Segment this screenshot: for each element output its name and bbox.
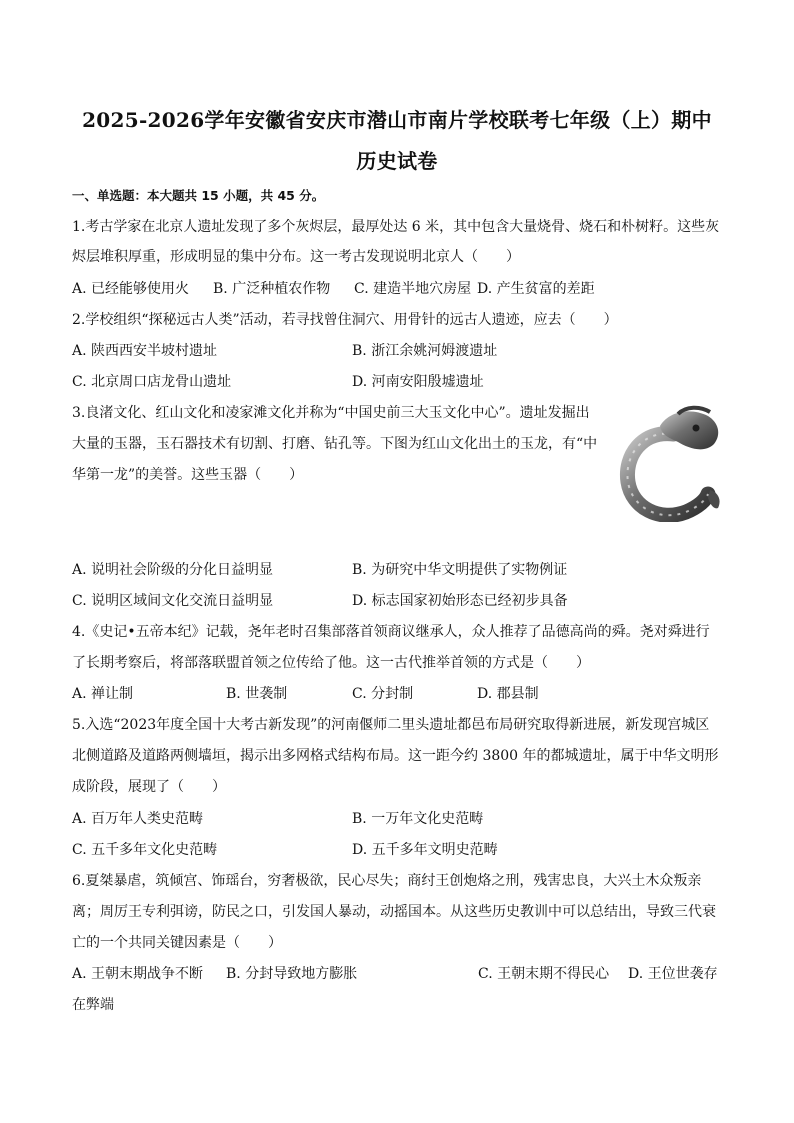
question-3-option-b[interactable]: B. 为研究中华文明提供了实物例证 <box>352 562 568 578</box>
question-6-option-b[interactable]: B. 分封导致地方膨胀 <box>226 966 358 982</box>
question-5-option-c[interactable]: C. 五千多年文化史范畴 <box>72 842 218 858</box>
question-4-option-b[interactable]: B. 世袭制 <box>226 686 288 702</box>
question-6-option-a[interactable]: A. 王朝末期战争不断 <box>72 966 204 982</box>
question-1-option-d[interactable]: D. 产生贫富的差距 <box>477 281 595 297</box>
question-6-text: 亡的一个共同关键因素是（ ） <box>72 935 282 951</box>
question-5-text: 北侧道路及道路两侧墙垣，揭示出多网格式结构布局。这一距今约 3800 年的都城遗址，属于中华文明形 <box>72 748 719 764</box>
question-3-option-c[interactable]: C. 说明区域间文化交流日益明显 <box>72 593 274 609</box>
exam-title-line2: 历史试卷 <box>356 149 438 173</box>
question-3-text: 大量的玉器，玉石器技术有切割、打磨、钻孔等。下图为红山文化出土的玉龙，有“中 <box>72 436 598 452</box>
question-3-text: 华第一龙”的美誉。这些玉器（ ） <box>72 467 304 483</box>
question-3-option-d[interactable]: D. 标志国家初始形态已经初步具备 <box>352 593 568 609</box>
question-2-option-c[interactable]: C. 北京周口店龙骨山遗址 <box>72 374 232 390</box>
question-1-option-c[interactable]: C. 建造半地穴房屋 <box>354 281 472 297</box>
question-6-text: 离；周厉王专利弭谤，防民之口，引发国人暴动，动摇国本。从这些历史教训中可以总结出，导致三代衰 <box>72 904 716 920</box>
section-heading: 一、单选题：本大题共 15 小题，共 45 分。 <box>72 188 325 203</box>
question-6-option-c[interactable]: C. 王朝末期不得民心 <box>478 966 610 982</box>
question-4-text: 了长期考察后，将部落联盟首领之位传给了他。这一古代推举首领的方式是（ ） <box>72 655 590 671</box>
question-3-option-a[interactable]: A. 说明社会阶级的分化日益明显 <box>72 562 274 578</box>
jade-dragon-icon <box>614 404 726 522</box>
question-1-option-b[interactable]: B. 广泛种植农作物 <box>213 281 331 297</box>
question-4-option-d[interactable]: D. 郡县制 <box>477 686 539 702</box>
question-2-option-b[interactable]: B. 浙江余姚河姆渡遗址 <box>352 343 498 359</box>
question-5-text: 成阶段，展现了（ ） <box>72 779 226 795</box>
exam-title-line1: 2025-2026学年安徽省安庆市潜山市南片学校联考七年级（上）期中 <box>82 108 712 132</box>
question-3-text: 3.良渚文化、红山文化和凌家滩文化并称为“中国史前三大玉文化中心”。遗址发掘出 <box>72 405 590 421</box>
question-4-text: 4.《史记•五帝本纪》记载，尧年老时召集部落首领商议继承人，众人推荐了品德高尚的舜。尧对舜进行 <box>72 624 710 640</box>
question-5-option-b[interactable]: B. 一万年文化史范畴 <box>352 811 484 827</box>
question-5-text: 5.入选“2023年度全国十大考古新发现”的河南偃师二里头遗址都邑布局研究取得新进展，新发现宫城区 <box>72 717 710 733</box>
question-2-option-a[interactable]: A. 陕西西安半坡村遗址 <box>72 343 218 359</box>
question-5-option-d[interactable]: D. 五千多年文明史范畴 <box>352 842 498 858</box>
question-1-option-a[interactable]: A. 已经能够使用火 <box>72 281 190 297</box>
question-6-text: 6.夏桀暴虐，筑倾宫、饰瑶台，穷奢极欲，民心尽失；商纣王创炮烙之刑，残害忠良，大兴土木众叛亲 <box>72 873 702 889</box>
question-4-option-a[interactable]: A. 禅让制 <box>72 686 134 702</box>
question-1-text: 烬层堆积厚重，形成明显的集中分布。这一考古发现说明北京人（ ） <box>72 249 520 265</box>
question-5-option-a[interactable]: A. 百万年人类史范畴 <box>72 811 204 827</box>
question-1-text: 1.考古学家在北京人遗址发现了多个灰烬层，最厚处达 6 米，其中包含大量烧骨、烧石和朴树籽。这些灰 <box>72 219 720 235</box>
question-6-option-d-continued: 在弊端 <box>72 997 114 1013</box>
question-4-option-c[interactable]: C. 分封制 <box>352 686 414 702</box>
question-2-option-d[interactable]: D. 河南安阳殷墟遗址 <box>352 374 484 390</box>
question-2-text: 2.学校组织“探秘远古人类”活动，若寻找曾住洞穴、用骨针的远古人遗迹，应去（ ） <box>72 312 618 328</box>
question-6-option-d[interactable]: D. 王位世袭存 <box>628 966 718 982</box>
